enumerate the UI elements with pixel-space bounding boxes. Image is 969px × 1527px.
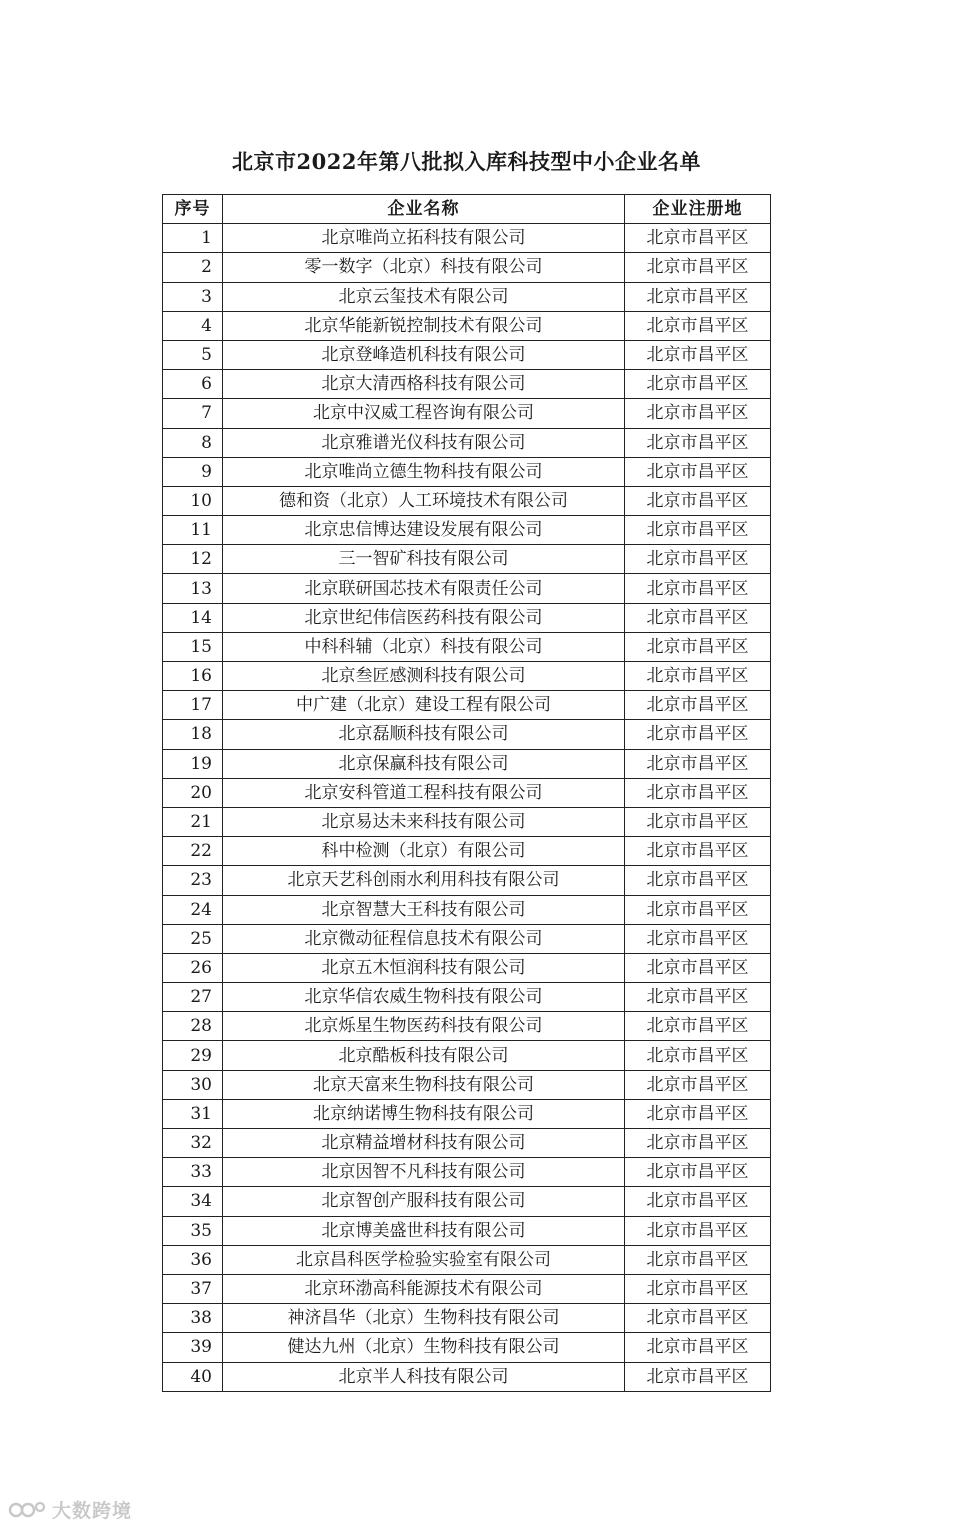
enterprise-name-cell: 北京烁星生物医药科技有限公司 — [223, 1012, 625, 1041]
enterprise-name-cell: 北京微动征程信息技术有限公司 — [223, 924, 625, 953]
enterprise-name-cell: 北京叁匠感测科技有限公司 — [223, 662, 625, 691]
table-row — [163, 632, 771, 661]
table-row — [163, 1129, 771, 1158]
enterprise-name-cell: 三一智矿科技有限公司 — [223, 545, 625, 574]
table-row — [163, 953, 771, 982]
serial-number-cell: 21 — [163, 807, 223, 836]
watermark — [8, 1494, 132, 1524]
enterprise-name-cell: 零一数字（北京）科技有限公司 — [223, 253, 625, 282]
registered-location-cell: 北京市昌平区 — [625, 662, 771, 691]
header-registered-location: 企业注册地 — [625, 195, 771, 224]
registered-location-cell: 北京市昌平区 — [625, 866, 771, 895]
table-row — [163, 895, 771, 924]
registered-location-cell: 北京市昌平区 — [625, 749, 771, 778]
registered-location-cell: 北京市昌平区 — [625, 340, 771, 369]
registered-location-cell: 北京市昌平区 — [625, 399, 771, 428]
registered-location-cell: 北京市昌平区 — [625, 953, 771, 982]
serial-number-cell: 32 — [163, 1129, 223, 1158]
registered-location-cell: 北京市昌平区 — [625, 486, 771, 515]
enterprise-name-cell: 北京云玺技术有限公司 — [223, 282, 625, 311]
header-enterprise-name: 企业名称 — [223, 195, 625, 224]
enterprise-name-cell: 北京大清西格科技有限公司 — [223, 370, 625, 399]
registered-location-cell: 北京市昌平区 — [625, 1158, 771, 1187]
registered-location-cell: 北京市昌平区 — [625, 370, 771, 399]
enterprise-name-cell: 北京智创产服科技有限公司 — [223, 1187, 625, 1216]
table-row — [163, 866, 771, 895]
registered-location-cell: 北京市昌平区 — [625, 253, 771, 282]
serial-number-cell: 40 — [163, 1362, 223, 1391]
enterprise-name-cell: 北京华能新锐控制技术有限公司 — [223, 311, 625, 340]
enterprise-name-cell: 北京因智不凡科技有限公司 — [223, 1158, 625, 1187]
table-row — [163, 807, 771, 836]
enterprise-name-cell: 北京安科管道工程科技有限公司 — [223, 778, 625, 807]
registered-location-cell: 北京市昌平区 — [625, 1070, 771, 1099]
enterprise-name-cell: 健达九州（北京）生物科技有限公司 — [223, 1333, 625, 1362]
serial-number-cell: 26 — [163, 953, 223, 982]
registered-location-cell: 北京市昌平区 — [625, 895, 771, 924]
serial-number-cell: 20 — [163, 778, 223, 807]
enterprise-name-cell: 北京天艺科创雨水利用科技有限公司 — [223, 866, 625, 895]
table-row — [163, 1041, 771, 1070]
serial-number-cell: 37 — [163, 1274, 223, 1303]
registered-location-cell: 北京市昌平区 — [625, 778, 771, 807]
serial-number-cell: 39 — [163, 1333, 223, 1362]
enterprise-name-cell: 北京天富来生物科技有限公司 — [223, 1070, 625, 1099]
serial-number-cell: 28 — [163, 1012, 223, 1041]
table-row — [163, 1070, 771, 1099]
serial-number-cell: 3 — [163, 282, 223, 311]
registered-location-cell: 北京市昌平区 — [625, 807, 771, 836]
registered-location-cell: 北京市昌平区 — [625, 632, 771, 661]
table-row — [163, 749, 771, 778]
serial-number-cell: 33 — [163, 1158, 223, 1187]
registered-location-cell: 北京市昌平区 — [625, 545, 771, 574]
table-row — [163, 370, 771, 399]
enterprise-name-cell: 北京联研国芯技术有限责任公司 — [223, 574, 625, 603]
enterprise-name-cell: 中科科辅（北京）科技有限公司 — [223, 632, 625, 661]
table-row — [163, 720, 771, 749]
serial-number-cell: 4 — [163, 311, 223, 340]
enterprise-name-cell: 神济昌华（北京）生物科技有限公司 — [223, 1304, 625, 1333]
document-title: 北京市2022年第八批拟入库科技型中小企业名单 — [232, 149, 701, 174]
enterprise-table — [162, 194, 771, 1392]
enterprise-name-cell: 北京华信农威生物科技有限公司 — [223, 983, 625, 1012]
enterprise-name-cell: 德和资（北京）人工环境技术有限公司 — [223, 486, 625, 515]
registered-location-cell: 北京市昌平区 — [625, 1012, 771, 1041]
enterprise-name-cell: 北京易达未来科技有限公司 — [223, 807, 625, 836]
enterprise-name-cell: 北京登峰造机科技有限公司 — [223, 340, 625, 369]
enterprise-name-cell: 北京智慧大王科技有限公司 — [223, 895, 625, 924]
table-row — [163, 778, 771, 807]
table-row — [163, 662, 771, 691]
serial-number-cell: 36 — [163, 1245, 223, 1274]
table-row — [163, 837, 771, 866]
table-row — [163, 691, 771, 720]
serial-number-cell: 29 — [163, 1041, 223, 1070]
table-row — [163, 340, 771, 369]
enterprise-name-cell: 北京磊顺科技有限公司 — [223, 720, 625, 749]
registered-location-cell: 北京市昌平区 — [625, 720, 771, 749]
table-row — [163, 428, 771, 457]
table-row — [163, 1158, 771, 1187]
registered-location-cell: 北京市昌平区 — [625, 1245, 771, 1274]
serial-number-cell: 23 — [163, 866, 223, 895]
enterprise-name-cell: 北京五木恒润科技有限公司 — [223, 953, 625, 982]
serial-number-cell: 11 — [163, 516, 223, 545]
registered-location-cell: 北京市昌平区 — [625, 837, 771, 866]
serial-number-cell: 8 — [163, 428, 223, 457]
serial-number-cell: 5 — [163, 340, 223, 369]
serial-number-cell: 7 — [163, 399, 223, 428]
enterprise-name-cell: 北京纳诺博生物科技有限公司 — [223, 1099, 625, 1128]
serial-number-cell: 17 — [163, 691, 223, 720]
table-row — [163, 1245, 771, 1274]
registered-location-cell: 北京市昌平区 — [625, 603, 771, 632]
serial-number-cell: 19 — [163, 749, 223, 778]
serial-number-cell: 35 — [163, 1216, 223, 1245]
serial-number-cell: 38 — [163, 1304, 223, 1333]
registered-location-cell: 北京市昌平区 — [625, 1099, 771, 1128]
registered-location-cell: 北京市昌平区 — [625, 1041, 771, 1070]
watermark-text: 大数跨境 — [52, 1499, 133, 1522]
registered-location-cell: 北京市昌平区 — [625, 457, 771, 486]
enterprise-name-cell: 北京唯尚立拓科技有限公司 — [223, 224, 625, 253]
enterprise-name-cell: 北京忠信博达建设发展有限公司 — [223, 516, 625, 545]
serial-number-cell: 25 — [163, 924, 223, 953]
registered-location-cell: 北京市昌平区 — [625, 1129, 771, 1158]
registered-location-cell: 北京市昌平区 — [625, 574, 771, 603]
serial-number-cell: 24 — [163, 895, 223, 924]
registered-location-cell: 北京市昌平区 — [625, 311, 771, 340]
table-row — [163, 574, 771, 603]
table-row — [163, 516, 771, 545]
table-row — [163, 282, 771, 311]
registered-location-cell: 北京市昌平区 — [625, 282, 771, 311]
enterprise-name-cell: 北京保赢科技有限公司 — [223, 749, 625, 778]
table-row — [163, 1187, 771, 1216]
serial-number-cell: 13 — [163, 574, 223, 603]
serial-number-cell: 1 — [163, 224, 223, 253]
table-row — [163, 1362, 771, 1391]
registered-location-cell: 北京市昌平区 — [625, 224, 771, 253]
enterprise-name-cell: 中广建（北京）建设工程有限公司 — [223, 691, 625, 720]
serial-number-cell: 27 — [163, 983, 223, 1012]
enterprise-name-cell: 北京精益增材科技有限公司 — [223, 1129, 625, 1158]
table-row — [163, 983, 771, 1012]
table-header-row — [163, 195, 771, 224]
table-row — [163, 1099, 771, 1128]
enterprise-name-cell: 北京博美盛世科技有限公司 — [223, 1216, 625, 1245]
enterprise-name-cell: 北京世纪伟信医药科技有限公司 — [223, 603, 625, 632]
registered-location-cell: 北京市昌平区 — [625, 924, 771, 953]
registered-location-cell: 北京市昌平区 — [625, 1362, 771, 1391]
serial-number-cell: 10 — [163, 486, 223, 515]
serial-number-cell: 22 — [163, 837, 223, 866]
enterprise-name-cell: 北京半人科技有限公司 — [223, 1362, 625, 1391]
registered-location-cell: 北京市昌平区 — [625, 983, 771, 1012]
table-row — [163, 486, 771, 515]
serial-number-cell: 34 — [163, 1187, 223, 1216]
table-row — [163, 1216, 771, 1245]
table-row — [163, 1304, 771, 1333]
table-row — [163, 1012, 771, 1041]
serial-number-cell: 2 — [163, 253, 223, 282]
serial-number-cell: 14 — [163, 603, 223, 632]
serial-number-cell: 18 — [163, 720, 223, 749]
serial-number-cell: 15 — [163, 632, 223, 661]
serial-number-cell: 9 — [163, 457, 223, 486]
enterprise-name-cell: 北京环渤高科能源技术有限公司 — [223, 1274, 625, 1303]
dashu-logo-icon — [8, 1498, 46, 1520]
table-row — [163, 399, 771, 428]
registered-location-cell: 北京市昌平区 — [625, 691, 771, 720]
registered-location-cell: 北京市昌平区 — [625, 1187, 771, 1216]
table-row — [163, 1333, 771, 1362]
header-serial-number: 序号 — [163, 195, 223, 224]
serial-number-cell: 6 — [163, 370, 223, 399]
enterprise-name-cell: 北京中汉威工程咨询有限公司 — [223, 399, 625, 428]
enterprise-name-cell: 北京酷板科技有限公司 — [223, 1041, 625, 1070]
registered-location-cell: 北京市昌平区 — [625, 1333, 771, 1362]
table-row — [163, 1274, 771, 1303]
serial-number-cell: 12 — [163, 545, 223, 574]
registered-location-cell: 北京市昌平区 — [625, 1216, 771, 1245]
registered-location-cell: 北京市昌平区 — [625, 516, 771, 545]
table-row — [163, 457, 771, 486]
serial-number-cell: 16 — [163, 662, 223, 691]
table-row — [163, 545, 771, 574]
registered-location-cell: 北京市昌平区 — [625, 1304, 771, 1333]
table-row — [163, 253, 771, 282]
enterprise-name-cell: 北京昌科医学检验实验室有限公司 — [223, 1245, 625, 1274]
registered-location-cell: 北京市昌平区 — [625, 1274, 771, 1303]
enterprise-name-cell: 科中检测（北京）有限公司 — [223, 837, 625, 866]
table-row — [163, 311, 771, 340]
enterprise-name-cell: 北京雅谱光仪科技有限公司 — [223, 428, 625, 457]
registered-location-cell: 北京市昌平区 — [625, 428, 771, 457]
serial-number-cell: 30 — [163, 1070, 223, 1099]
table-row — [163, 603, 771, 632]
enterprise-name-cell: 北京唯尚立德生物科技有限公司 — [223, 457, 625, 486]
serial-number-cell: 31 — [163, 1099, 223, 1128]
table-row — [163, 224, 771, 253]
table-row — [163, 924, 771, 953]
